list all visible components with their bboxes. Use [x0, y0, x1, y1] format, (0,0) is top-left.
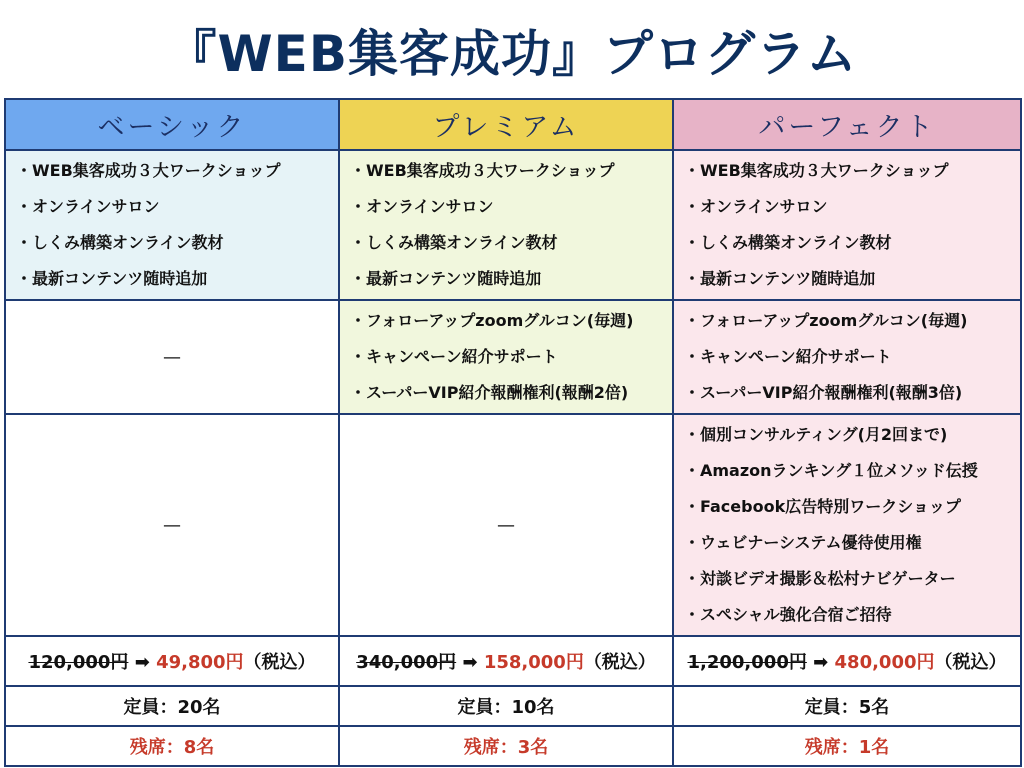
plan-header-perfect: パーフェクト — [673, 99, 1021, 150]
list-item: ・スペシャル強化合宿ご招待 — [684, 605, 892, 624]
premium-exclusive-none: — — [339, 414, 673, 636]
price-basic — [5, 636, 339, 686]
list-item: ・キャンペーン紹介サポート — [350, 347, 558, 366]
list-item: ・最新コンテンツ随時追加 — [16, 269, 208, 288]
basic-exclusive-none: — — [5, 414, 339, 636]
price-perfect — [673, 636, 1021, 686]
tax-note: （税込） — [243, 652, 316, 673]
list-item: ・フォローアップzoomグルコン(毎週) — [350, 311, 634, 330]
list-item: ・WEB集客成功３大ワークショップ — [684, 161, 949, 180]
list-item: ・対談ビデオ撮影＆松村ナビゲーター — [684, 569, 956, 588]
list-item: ・Amazonランキング１位メソッド伝授 — [684, 461, 978, 480]
arrow-icon: ➡ — [813, 652, 829, 673]
list-item: ・キャンペーン紹介サポート — [684, 347, 892, 366]
perfect-followup-features — [673, 300, 1021, 414]
list-item: ・スーパーVIP紹介報酬権利(報酬3倍) — [684, 383, 963, 402]
remaining-seats-basic: 残席：8名 — [5, 726, 339, 766]
sale-price: 158,000円 — [483, 652, 584, 673]
perfect-core-features — [673, 150, 1021, 300]
perfect-exclusive-features — [673, 414, 1021, 636]
premium-core-features — [339, 150, 673, 300]
tax-note: （税込） — [934, 652, 1007, 673]
list-item: ・しくみ構築オンライン教材 — [16, 233, 224, 252]
remaining-seats-premium: 残席：3名 — [339, 726, 673, 766]
list-item: ・オンラインサロン — [16, 197, 160, 216]
price-premium — [339, 636, 673, 686]
list-item: ・Facebook広告特別ワークショップ — [684, 497, 961, 516]
list-item: ・ウェビナーシステム優待使用権 — [684, 533, 922, 552]
sale-price: 49,800円 — [156, 652, 244, 673]
list-item: ・最新コンテンツ随時追加 — [350, 269, 542, 288]
capacity-premium: 定員：10名 — [339, 686, 673, 726]
premium-followup-features — [339, 300, 673, 414]
list-item: ・しくみ構築オンライン教材 — [350, 233, 558, 252]
list-item: ・オンラインサロン — [350, 197, 494, 216]
list-item: ・個別コンサルティング(月2回まで) — [684, 425, 948, 444]
plan-comparison-table — [4, 98, 1022, 767]
plan-header-premium: プレミアム — [339, 99, 673, 150]
original-price: 340,000円 — [356, 652, 457, 673]
arrow-icon: ➡ — [462, 652, 478, 673]
arrow-icon: ➡ — [134, 652, 150, 673]
original-price: 1,200,000円 — [687, 652, 807, 673]
list-item: ・フォローアップzoomグルコン(毎週) — [684, 311, 968, 330]
sale-price: 480,000円 — [834, 652, 935, 673]
remaining-seats-perfect: 残席：1名 — [673, 726, 1021, 766]
capacity-perfect: 定員：5名 — [673, 686, 1021, 726]
tax-note: （税込） — [583, 652, 656, 673]
list-item: ・最新コンテンツ随時追加 — [684, 269, 876, 288]
page-title: 『WEB集客成功』プログラム — [166, 25, 858, 83]
list-item: ・WEB集客成功３大ワークショップ — [350, 161, 615, 180]
basic-core-features — [5, 150, 339, 300]
list-item: ・オンラインサロン — [684, 197, 828, 216]
original-price: 120,000円 — [28, 652, 129, 673]
list-item: ・スーパーVIP紹介報酬権利(報酬2倍) — [350, 383, 629, 402]
list-item: ・WEB集客成功３大ワークショップ — [16, 161, 281, 180]
capacity-basic: 定員：20名 — [5, 686, 339, 726]
basic-followup-none: — — [5, 300, 339, 414]
list-item: ・しくみ構築オンライン教材 — [684, 233, 892, 252]
plan-header-basic: ベーシック — [5, 99, 339, 150]
